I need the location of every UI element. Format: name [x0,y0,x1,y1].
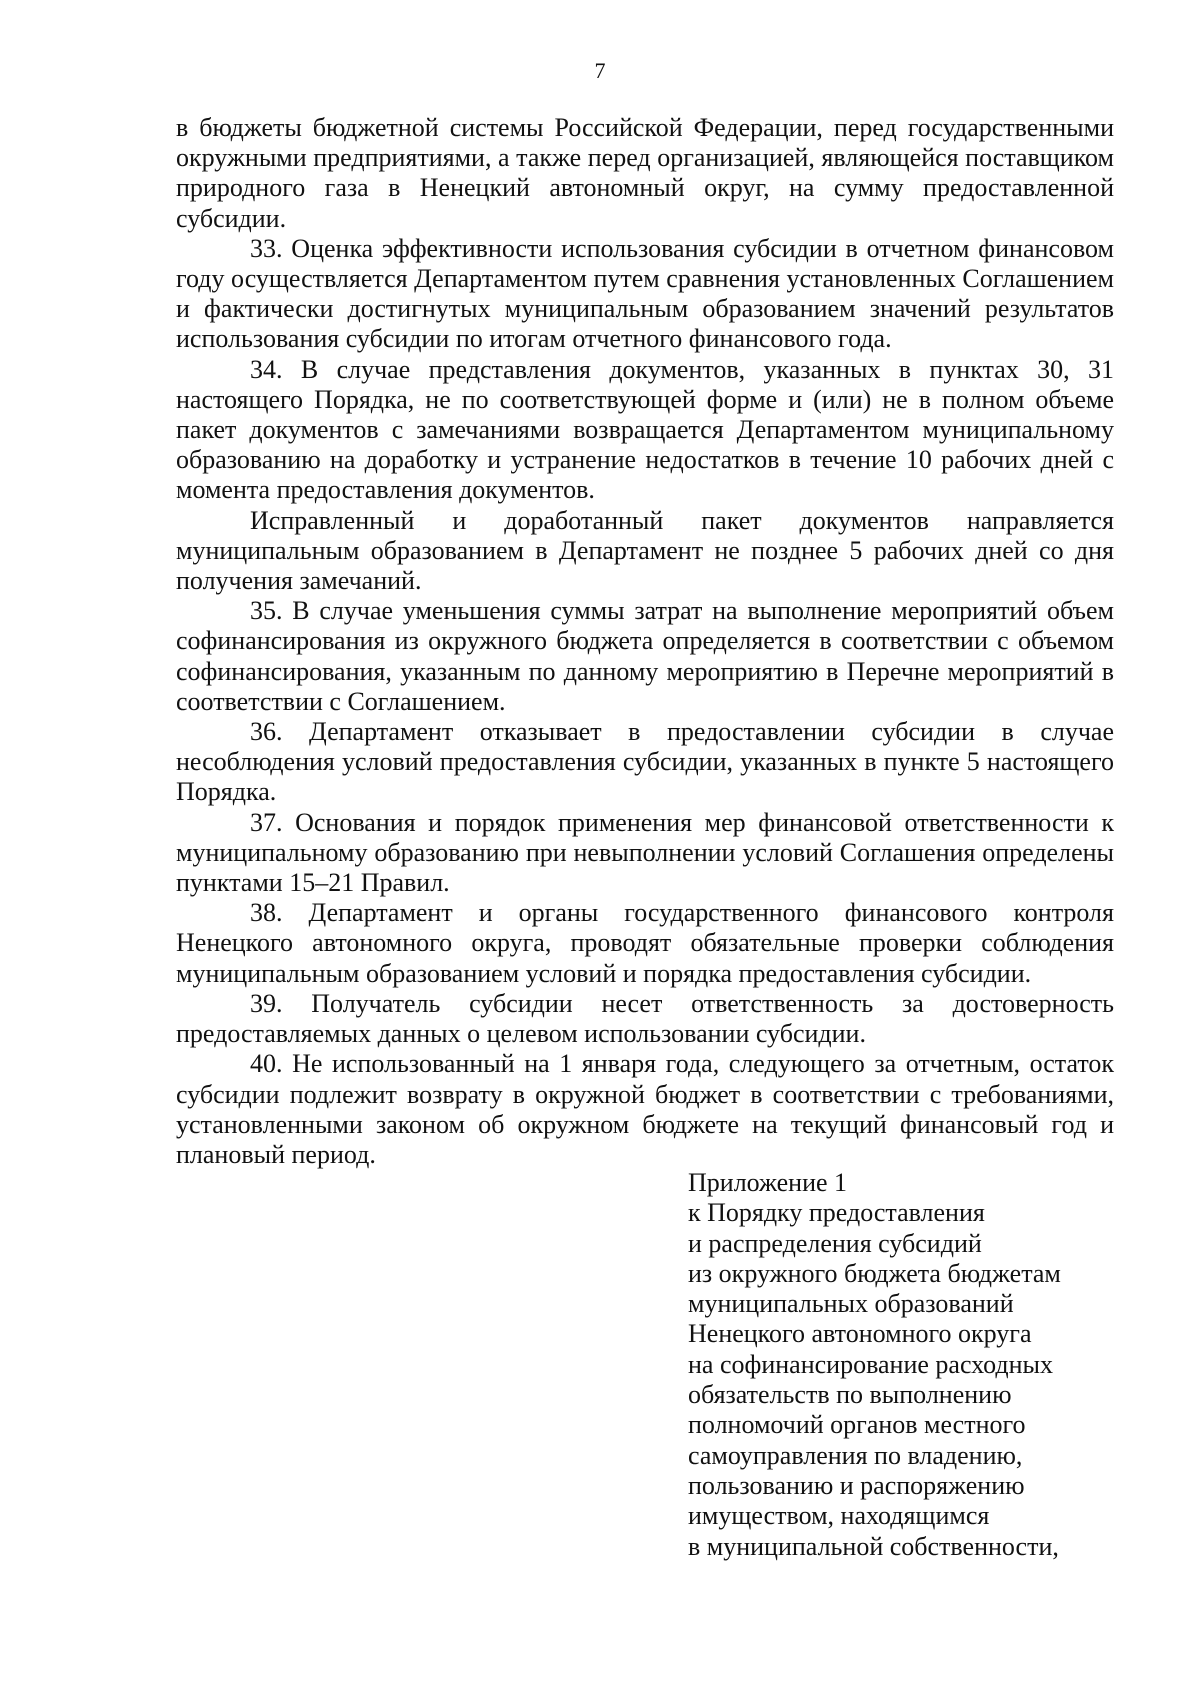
paragraph-38: 38. Департамент и органы государственного финансового контроля Ненецкого автономного округа, проводят обязательные проверки соблюдения муниципальным образованием условий и порядка предоставления субсидии. [176,898,1114,988]
appendix-line: на софинансирование расходных [688,1349,1054,1379]
paragraph-39: 39. Получатель субсидии несет ответственность за достоверность предоставляемых данных о целевом использовании субсидии. [176,988,1114,1049]
paragraph-40: 40. Не использованный на 1 января года, следующего за отчетным, остаток субсидии подлежит возврату в окружной бюджет в соответствии с требованиями, установленными законом об окружном бюджете на текущий финансовый год и плановый период. [176,1049,1114,1169]
appendix-line: имуществом, находящимся [688,1501,990,1531]
appendix-title: Приложение 1 [688,1168,848,1197]
paragraph-37: 37. Основания и порядок применения мер финансовой ответственности к муниципальному образованию при невыполнении условий Соглашения определены пунктами 15–21 Правил. [176,807,1114,898]
appendix-line: и распределения субсидий [688,1228,982,1258]
paragraph-35: 35. В случае уменьшения суммы затрат на выполнение мероприятий объем софинансирования из окружного бюджета определяется в соответствии с объемом софинансирования, указанным по данному мероприятию в Перечне мероприятий в соответствии с Соглашением. [176,596,1114,716]
paragraph-36: 36. Департамент отказывает в предоставлении субсидии в случае несоблюдения условий предоставления субсидии, указанных в пункте 5 настоящего Порядка. [176,717,1114,807]
appendix-line: пользованию и распоряжению [688,1470,1025,1500]
appendix-line: Ненецкого автономного округа [688,1319,1032,1349]
appendix-line: самоуправления по владению, [688,1440,1023,1470]
paragraph-34: 34. В случае представления документов, указанных в пунктах 30, 31 настоящего Порядка, не по соответствующей форме и (или) не в полном объеме пакет документов с замечаниями возвращается Департаментом муниципальному образованию на доработку и устранение недостатков в течение 10 рабочих дней с момента предоставления документов. [176,354,1114,505]
appendix-line: в муниципальной собственности, [688,1531,1059,1561]
body-text [176,113,1114,1170]
paragraph-34-continued: Исправленный и доработанный пакет документов направляется муниципальным образованием в Департамент не позднее 5 рабочих дней со дня получения замечаний. [176,505,1114,596]
paragraph-continuation: в бюджеты бюджетной системы Российской Федерации, перед государственными окружными предприятиями, а также перед организацией, являющейся поставщиком природного газа в Ненецкий автономный округ, на сумму предоставленной субсидии. [176,113,1114,233]
appendix-header [688,1168,1148,1562]
appendix-line: обязательств по выполнению [688,1380,1012,1410]
paragraph-33: 33. Оценка эффективности использования субсидии в отчетном финансовом году осуществляется Департаментом путем сравнения установленных Соглашением и фактически достигнутых муниципальным образованием значений результатов использования субсидии по итогам отчетного финансового года. [176,233,1114,354]
appendix-line: из окружного бюджета бюджетам [688,1258,1061,1288]
appendix-line: полномочий органов местного [688,1410,1026,1440]
page-number: 7 [594,58,606,83]
appendix-line: к Порядку предоставления [688,1198,985,1228]
appendix-line: муниципальных образований [688,1289,1014,1319]
